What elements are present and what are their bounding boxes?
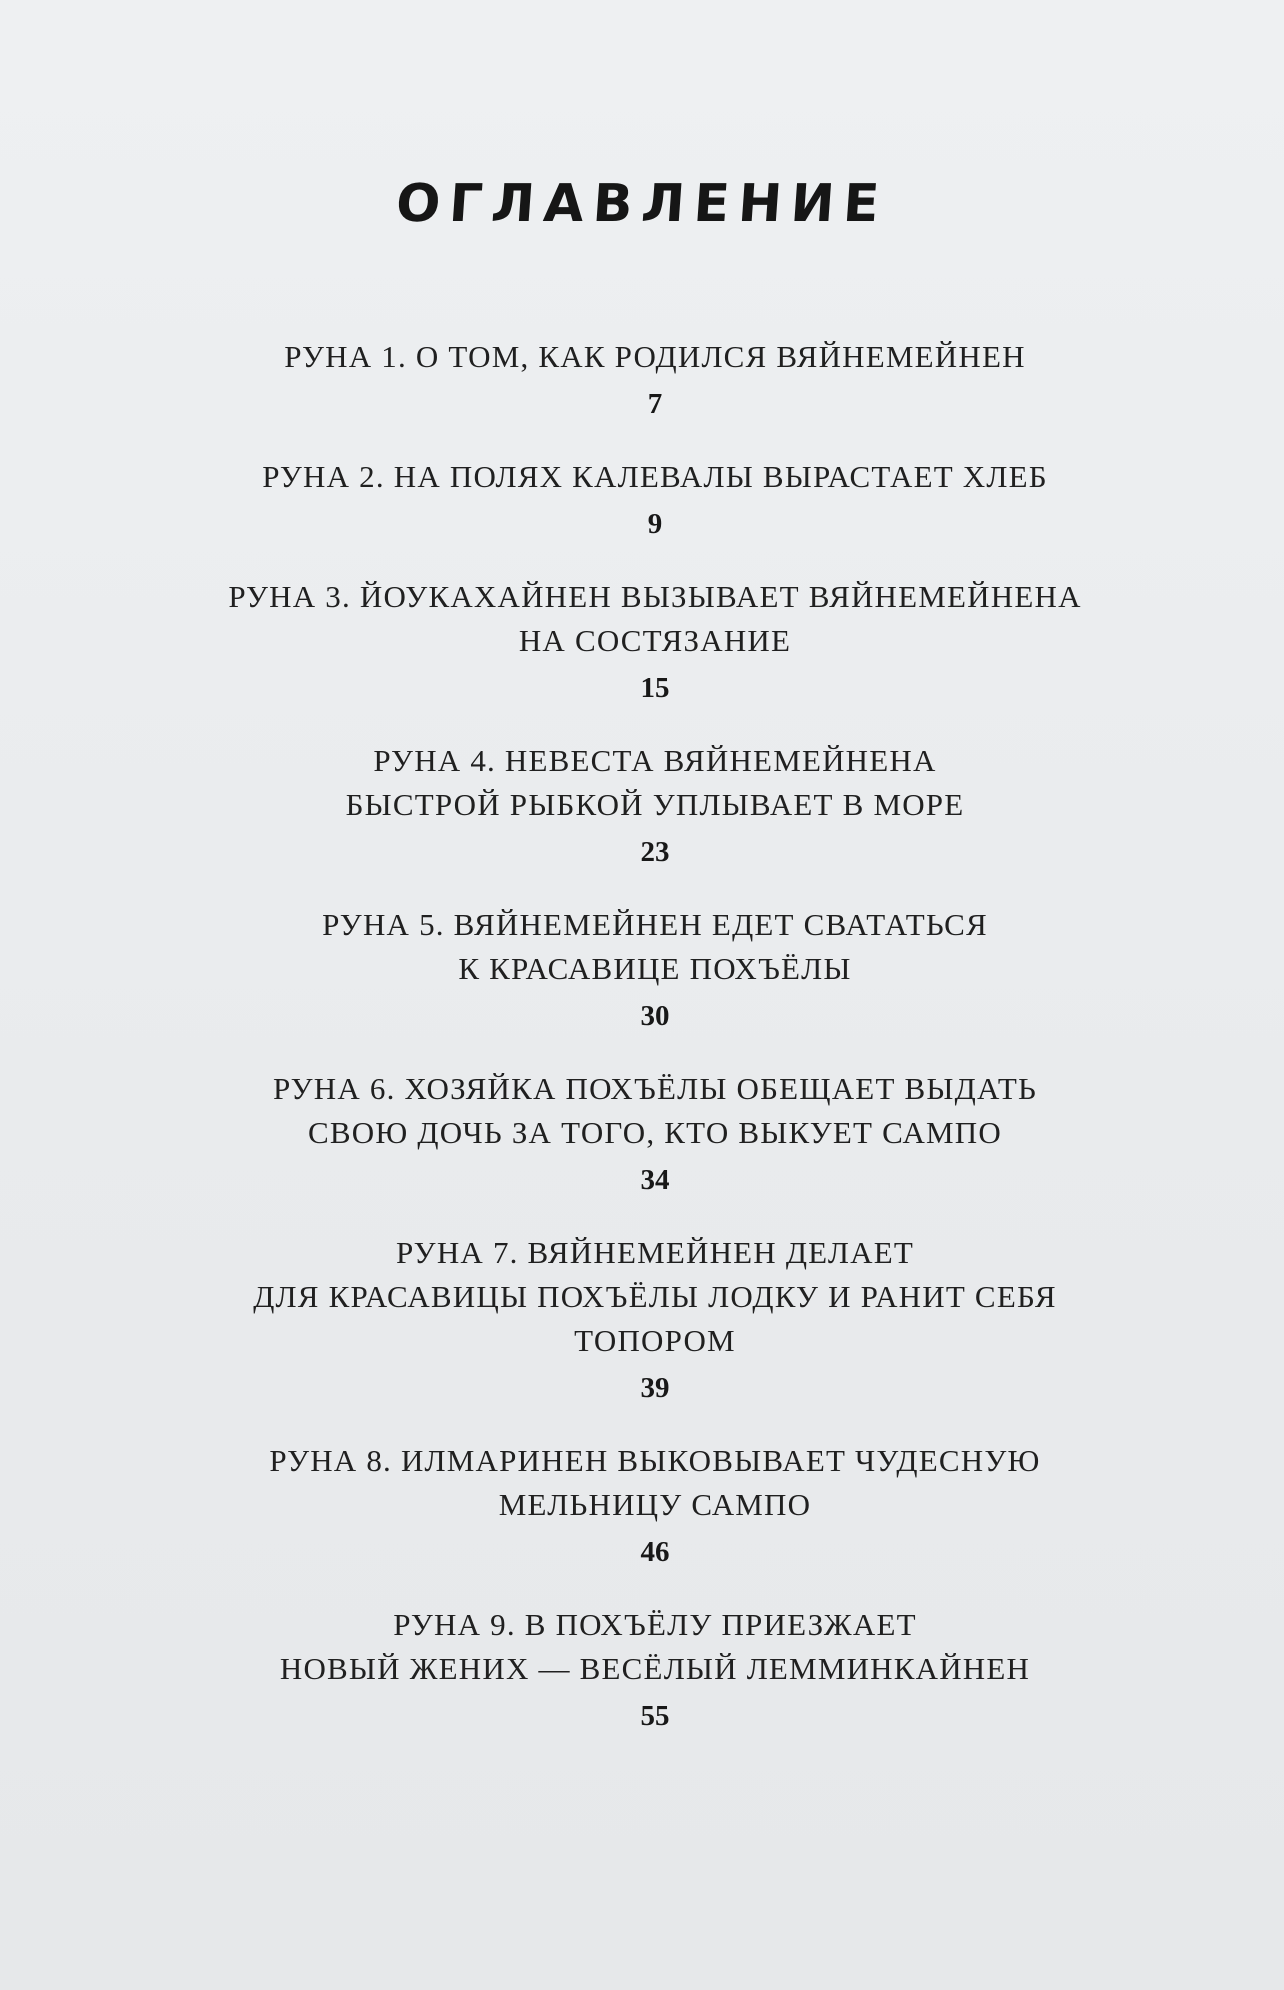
toc-entry-title: РУНА 1. О ТОМ, КАК РОДИЛСЯ ВЯЙНЕМЕЙНЕН [284, 339, 1026, 374]
toc-entry-page: 30 [640, 1000, 670, 1032]
toc-entry-6 [100, 1067, 1210, 1201]
toc-entry-title: НА СОСТЯЗАНИЕ [518, 623, 792, 658]
toc-entry-page: 55 [640, 1700, 670, 1732]
toc-entry-title: РУНА 4. НЕВЕСТА ВЯЙНЕМЕЙНЕНА [373, 743, 937, 778]
toc-entry-title: РУНА 6. ХОЗЯЙКА ПОХЪЁЛЫ ОБЕЩАЕТ ВЫДАТЬ [272, 1071, 1037, 1106]
toc-entry-title: РУНА 3. ЙОУКАХАЙНЕН ВЫЗЫВАЕТ ВЯЙНЕМЕЙНЕНА [228, 579, 1082, 614]
toc-entry-title: ТОПОРОМ [574, 1323, 736, 1358]
toc-entry-page: 46 [640, 1536, 670, 1568]
toc-entry-title: РУНА 7. ВЯЙНЕМЕЙНЕН ДЕЛАЕТ [396, 1235, 914, 1270]
toc-entry-page: 39 [640, 1372, 670, 1404]
toc-entry-1 [100, 335, 1210, 425]
toc-entry-5 [100, 903, 1210, 1037]
toc-entry-page: 9 [647, 508, 663, 540]
toc-entry-page: 34 [640, 1164, 670, 1196]
toc-entry-page: 15 [640, 672, 670, 704]
toc-entry-title: РУНА 5. ВЯЙНЕМЕЙНЕН ЕДЕТ СВАТАТЬСЯ [322, 907, 988, 942]
table-of-contents [100, 335, 1210, 1767]
page-title: ОГЛАВЛЕНИЕ [394, 174, 890, 234]
toc-entry-8 [100, 1439, 1210, 1573]
toc-entry-title: РУНА 2. НА ПОЛЯХ КАЛЕВАЛЫ ВЫРАСТАЕТ ХЛЕБ [262, 459, 1048, 494]
toc-entry-title: МЕЛЬНИЦУ САМПО [498, 1487, 812, 1522]
toc-entry-9 [100, 1603, 1210, 1737]
toc-entry-title: СВОЮ ДОЧЬ ЗА ТОГО, КТО ВЫКУЕТ САМПО [308, 1115, 1002, 1150]
toc-entry-2 [100, 455, 1210, 545]
toc-entry-7 [100, 1231, 1210, 1409]
toc-entry-3 [100, 575, 1210, 709]
toc-entry-title: РУНА 8. ИЛМАРИНЕН ВЫКОВЫВАЕТ ЧУДЕСНУЮ [269, 1443, 1041, 1478]
toc-entry-page: 23 [640, 836, 670, 868]
toc-entry-title: НОВЫЙ ЖЕНИХ — ВЕСЁЛЫЙ ЛЕММИНКАЙНЕН [279, 1651, 1031, 1686]
toc-entry-title: ДЛЯ КРАСАВИЦЫ ПОХЪЁЛЫ ЛОДКУ И РАНИТ СЕБЯ [253, 1279, 1057, 1314]
toc-entry-page: 7 [647, 388, 663, 420]
toc-entry-title: К КРАСАВИЦЕ ПОХЪЁЛЫ [458, 951, 852, 986]
toc-entry-4 [100, 739, 1210, 873]
toc-entry-title: БЫСТРОЙ РЫБКОЙ УПЛЫВАЕТ В МОРЕ [345, 787, 965, 822]
toc-entry-title: РУНА 9. В ПОХЪЁЛУ ПРИЕЗЖАЕТ [393, 1607, 917, 1642]
